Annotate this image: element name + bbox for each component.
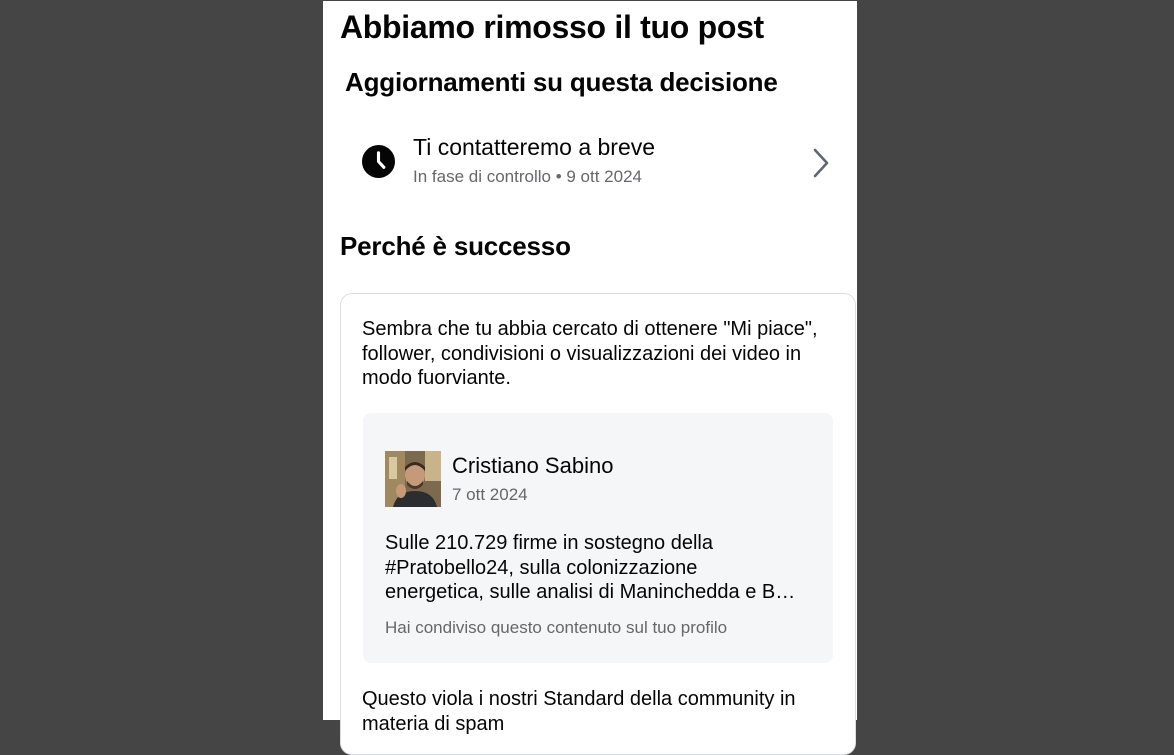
post-text-line: Sulle 210.729 firme in sostegno della <box>385 532 713 554</box>
update-status: In fase di controllo • 9 ott 2024 <box>413 167 642 186</box>
reason-text: Sembra che tu abbia cercato di ottenere "Mi piace", follower, condivisioni o visualizzazioni dei video in modo fuorviante. <box>362 318 818 389</box>
shared-note: Hai condiviso questo contenuto sul tuo profilo <box>385 618 728 637</box>
post-text <box>385 531 817 605</box>
removed-post-preview[interactable] <box>363 413 833 663</box>
post-author: Cristiano Sabino <box>452 453 614 478</box>
avatar <box>385 451 441 507</box>
update-title: Ti contatteremo a breve <box>413 134 656 160</box>
page-title: Abbiamo rimosso il tuo post <box>340 9 764 45</box>
why-heading: Perché è successo <box>340 231 571 261</box>
updates-heading: Aggiornamenti su questa decisione <box>345 67 778 97</box>
clock-icon <box>361 144 396 179</box>
post-text-line: energetica, sulle analisi di Maninchedda e B… <box>385 581 796 603</box>
notification-screen <box>323 1 857 735</box>
chevron-right-icon <box>811 147 831 179</box>
decision-update-item[interactable] <box>323 121 857 205</box>
reason-card <box>340 293 856 755</box>
post-text-line: #Pratobello24, sulla colonizzazione <box>385 556 698 579</box>
violation-text: Questo viola i nostri Standard della community in materia di spam <box>362 688 796 735</box>
post-date: 7 ott 2024 <box>452 485 528 504</box>
